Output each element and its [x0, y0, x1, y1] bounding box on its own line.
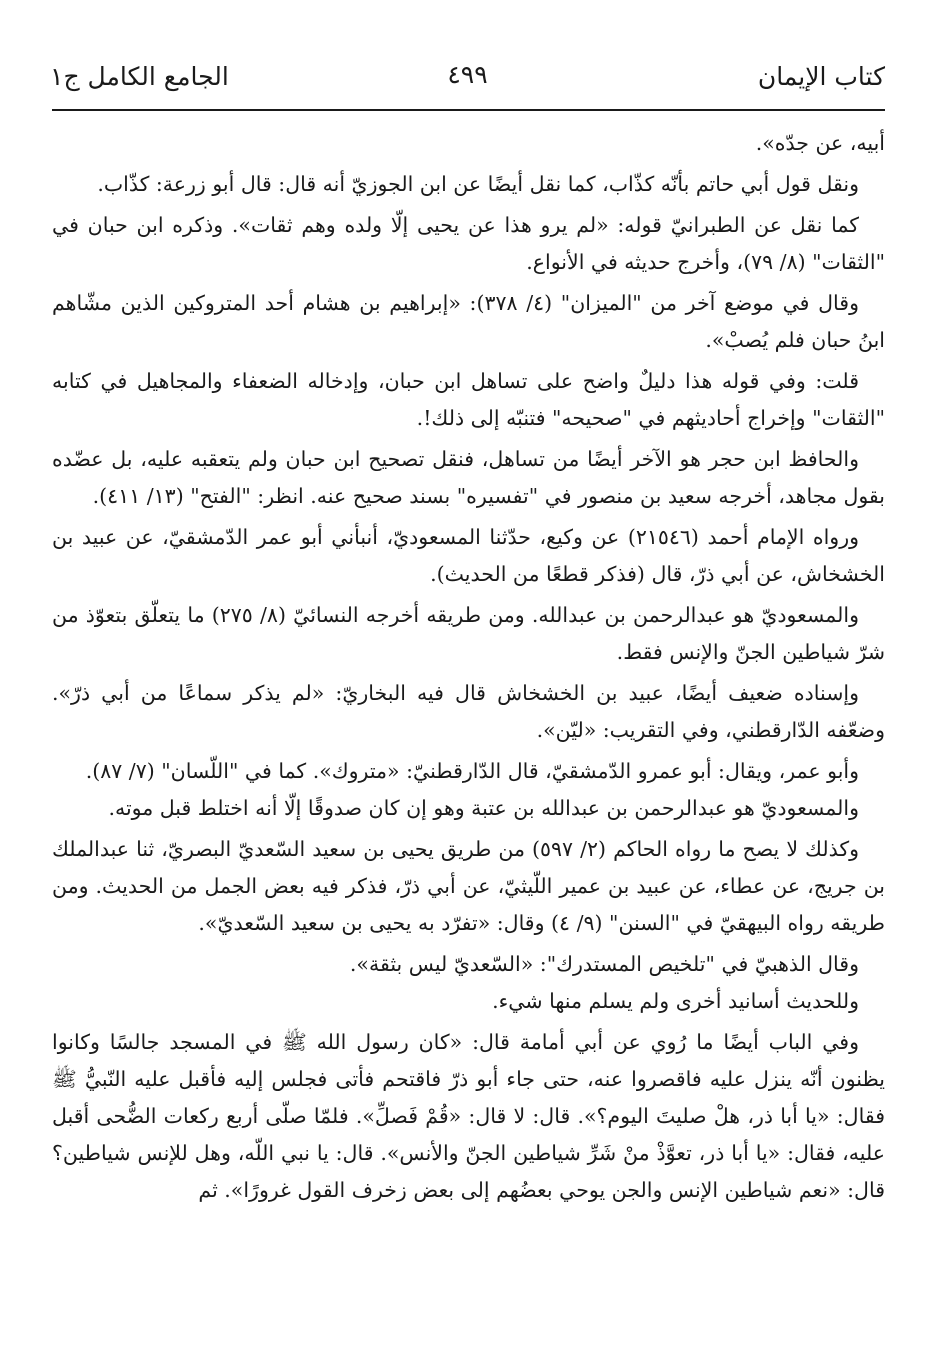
page-number: ٤٩٩: [447, 60, 488, 89]
paragraph: وإسناده ضعيف أيضًا، عبيد بن الخشخاش قال فيه البخاريّ: «لم يذكر سماعًا من أبي ذرّ». وضعّفه الدّارقطني، وفي التقريب: «ليّن».: [52, 681, 885, 742]
paragraph: ورواه الإمام أحمد (٢١٥٤٦) عن وكيع، حدّثنا المسعوديّ، أنبأني أبو عمر الدّمشقيّ، عن عبيد بن الخشخاش، عن أبي ذرّ، قال (فذكر قطعًا من الحديث).: [52, 525, 885, 586]
book-title: كتاب الإيمان: [757, 62, 885, 91]
body-text: [52, 125, 885, 1213]
paragraph: ونقل قول أبي حاتم بأنّه كذّاب، كما نقل أيضًا عن ابن الجوزيّ أنه قال: قال أبو زرعة: كذّاب.: [97, 172, 859, 196]
paragraph: أبيه، عن جدّه».: [755, 131, 885, 155]
paragraph: والمسعوديّ هو عبدالرحمن بن عبدالله بن عتبة وهو إن كان صدوقًا إلّا أنه اختلط قبل موته.: [108, 796, 859, 820]
paragraph: والمسعوديّ هو عبدالرحمن بن عبدالله. ومن طريقه أخرجه النسائيّ (٨/ ٢٧٥) ما يتعلّق بتعوّذ من شرّ شياطين الجنّ والإنس فقط.: [52, 603, 885, 664]
paragraph: وقال في موضع آخر من "الميزان" (٤/ ٣٧٨): «إبراهيم بن هشام أحد المتروكين الذين مشّاهم ابنُ حبان فلم يُصبْ».: [52, 291, 885, 352]
page-header: [50, 52, 885, 96]
paragraph: وأبو عمر، ويقال: أبو عمرو الدّمشقيّ، قال الدّارقطنيّ: «متروك». كما في "اللّسان" (٧/ ٨٧).: [85, 759, 859, 783]
paragraph: قلت: وفي قوله هذا دليلٌ واضح على تساهل ابن حبان، وإدخاله الضعفاء والمجاهيل في كتابه "الثقات" وإخراج أحاديثهم في "صحيحه" فتنبّه إلى ذلك!.: [52, 369, 885, 430]
paragraph: وكذلك لا يصح ما رواه الحاكم (٢/ ٥٩٧) من طريق يحيى بن سعيد السّعديّ البصريّ، ثنا عبدالملك بن جريج، عن عطاء، عن عبيد بن عمير اللّيثيّ، عن أبي ذرّ، فذكر فيه بعض الجمل من الحديث. ومن طريقه رواه البيهقيّ في "السنن" (٩/ ٤) وقال: «تفرّد به يحيى بن سعيد السّعديّ».: [52, 837, 885, 935]
paragraph: وقال الذهبيّ في "تلخيص المستدرك": «السّعديّ ليس بثقة».: [349, 952, 859, 976]
paragraph: كما نقل عن الطبرانيّ قوله: «لم يرو هذا عن يحيى إلّا ولده وهم ثقات». وذكره ابن حبان في "الثقات" (٨/ ٧٩)، وأخرج حديثه في الأنواع.: [52, 213, 885, 274]
paragraph: والحافظ ابن حجر هو الآخر أيضًا من تساهل، فنقل تصحيح ابن حبان ولم يتعقبه عليه، بل عضّده بقول مجاهد، أخرجه سعيد بن منصور في "تفسيره" بسند صحيح عنه. انظر: "الفتح" (١٣/ ٤١١).: [52, 447, 885, 508]
collection-title: الجامع الكامل ج١: [50, 62, 229, 91]
paragraph: وفي الباب أيضًا ما رُوي عن أبي أمامة قال: «كان رسول الله ﷺ في المسجد جالسًا وكانوا يظنون أنّه ينزل عليه فاقصروا عنه، حتى جاء أبو ذرّ فاقتحم فأتى فجلس إليه فأقبل عليه النّبيُّ ﷺ فقال: «يا أبا ذر، هلْ صليتَ اليوم؟». قال: لا قال: «قُمْ فَصلِّ». فلمّا صلّى أربع ركعات الضُّحى أقبل عليه، فقال: «يا أبا ذر، تعوَّذْ منْ شَرِّ شياطين الجنّ والأنس». قال: يا نبي اللّه، وهل للإنس شياطين؟ قال: «نعم شياطين الإنس والجن يوحي بعضُهم إلى بعض زخرف القول غرورًا». ثم: [52, 1030, 885, 1202]
header-rule: [52, 109, 885, 111]
paragraph: وللحديث أسانيد أخرى ولم يسلم منها شيء.: [492, 989, 859, 1013]
